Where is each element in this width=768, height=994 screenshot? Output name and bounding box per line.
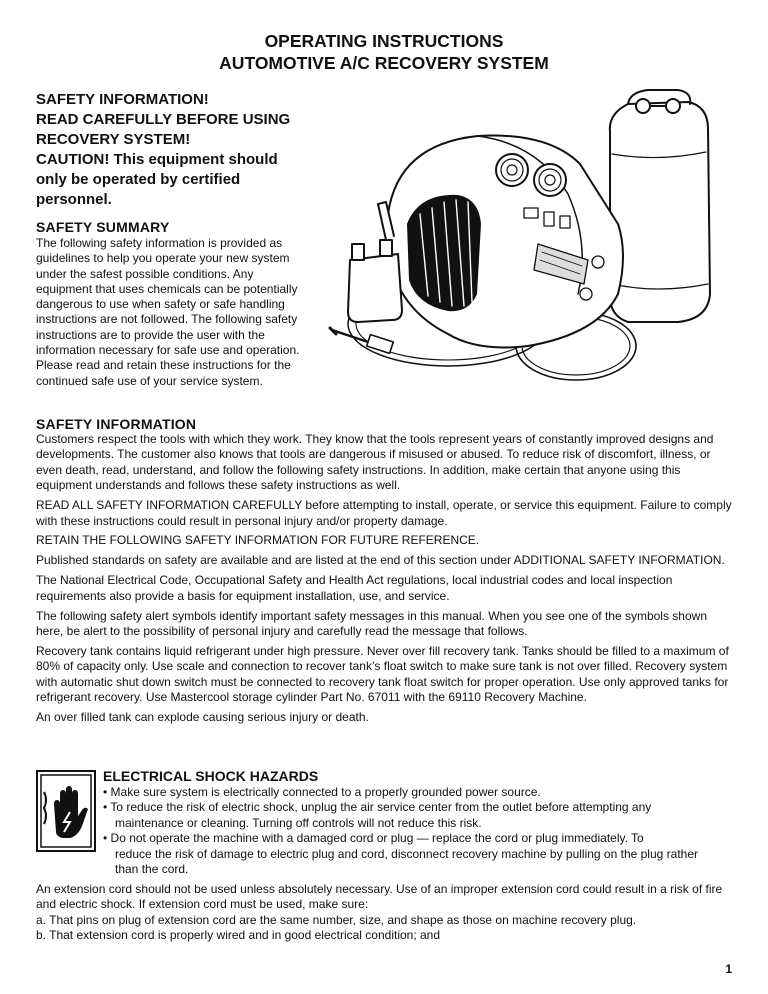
electric-shock-hand-icon [36, 770, 96, 852]
extension-cord-intro: An extension cord should not be used unless absolutely necessary. Use of an improper extension cord could result in a risk of fire and electric shock. If extension cord must be used, make sure: [36, 882, 723, 912]
safety-paragraph: The following safety alert symbols identify important safety messages in this manual. When you see one of the symbols shown here, be alert to the possibility of personal injury and carefully read the message that follows. [36, 608, 707, 638]
title-line-2: AUTOMOTIVE A/C RECOVERY SYSTEM [219, 53, 549, 73]
recovery-machine-body [388, 136, 623, 348]
bullet-continuation: reduce the risk of damage to electric plug and cord, disconnect recovery machine by pulling on the plug rather than the cord. [115, 846, 698, 877]
safety-paragraph: Recovery tank contains liquid refrigerant under high pressure. Never over fill recovery tank. Tanks should be filled to a maximum of 80% of capacity only. Use scale and connection to recover tank’s float switch to make sure tank is not over filled. Recovery system with automatic shut down switch must be connected to recovery tank float switch for proper operation. Use only approved tanks for refrigerant recovery. Use Mastercool storage cylinder Part No. 67011 with the 69110 Recovery Machine. [36, 643, 729, 705]
extension-cord-item-b: b. That extension cord is properly wired and in good electrical condition; and [36, 928, 441, 943]
bullet-text: • To reduce the risk of electric shock, unplug the air service center from the outlet before attempting any [103, 800, 652, 815]
safety-warning [36, 90, 316, 150]
safety-summary-heading: SAFETY SUMMARY [36, 219, 170, 235]
bullet-text: • Make sure system is electrically connected to a properly grounded power source. [103, 785, 541, 799]
safety-paragraph: READ ALL SAFETY INFORMATION CAREFULLY before attempting to install, operate, or service this equipment. Failure to comply with these instructions could result in personal injury and/or property damage. [36, 498, 732, 528]
safety-information-body [36, 432, 736, 730]
safety-paragraph: An over filled tank can explode causing serious injury or death. [36, 710, 369, 724]
list-item [103, 831, 723, 877]
bullet-text: • Do not operate the machine with a damaged cord or plug — replace the cord or plug immediately. To [103, 831, 644, 846]
page-title [0, 30, 768, 74]
safety-paragraph: The National Electrical Code, Occupational Safety and Health Act regulations, local industrial codes and local inspection requirements also provide a basis for equipment installation, use, and service. [36, 573, 673, 603]
caution-warning: CAUTION! This equipment should only be operated by certified personnel. [36, 151, 278, 208]
safety-summary-text: The following safety information is provided as guidelines to help you operate your new system under the safest possible conditions. Any equipment that uses chemicals can be potentially dangerous to use when safety or safe handling instructions are not followed. The following safety instructions are to provide the user with the information necessary for safe use and operation. Please read and retain these instructions for the continued safe use of your service system. [36, 236, 300, 388]
bullet-continuation: maintenance or cleaning. Turning off controls will not reduce this risk. [115, 815, 482, 830]
safety-paragraph: Published standards on safety are available and are listed at the end of this section under ADDITIONAL SAFETY INFORMATION. [36, 553, 725, 568]
safety-information-heading: SAFETY INFORMATION [36, 416, 197, 432]
recovery-machine-illustration [328, 84, 740, 398]
electrical-shock-list [103, 785, 723, 877]
extension-cord-item-a: a. That pins on plug of extension cord are the same number, size, and shape as those on machine recovery plug. [36, 912, 637, 927]
extension-cord-section [36, 882, 736, 944]
list-item [103, 800, 723, 831]
page-number: 1 [725, 962, 732, 976]
title-line-1: OPERATING INSTRUCTIONS [264, 31, 504, 51]
recovery-tank [610, 90, 710, 322]
electrical-shock-heading: ELECTRICAL SHOCK HAZARDS [103, 768, 319, 784]
safety-paragraph: RETAIN THE FOLLOWING SAFETY INFORMATION FOR FUTURE REFERENCE. [36, 533, 480, 548]
safety-warning-line-2: READ CAREFULLY BEFORE USING [36, 111, 291, 128]
safety-warning-line-3: RECOVERY SYSTEM! [36, 131, 191, 148]
safety-paragraph: Customers respect the tools with which they work. They know that the tools represent years of constantly improved designs and developments. The customer also knows that tools are dangerous if misused or abused. To reduce risk of discomfort, illness, or even death, read, understand, and follow the following safety instructions. In addition, make certain that anyone using this equipment understands and follows these safety instructions as well. [36, 432, 714, 493]
safety-warning-line-1: SAFETY INFORMATION! [36, 91, 209, 108]
list-item [103, 785, 723, 800]
